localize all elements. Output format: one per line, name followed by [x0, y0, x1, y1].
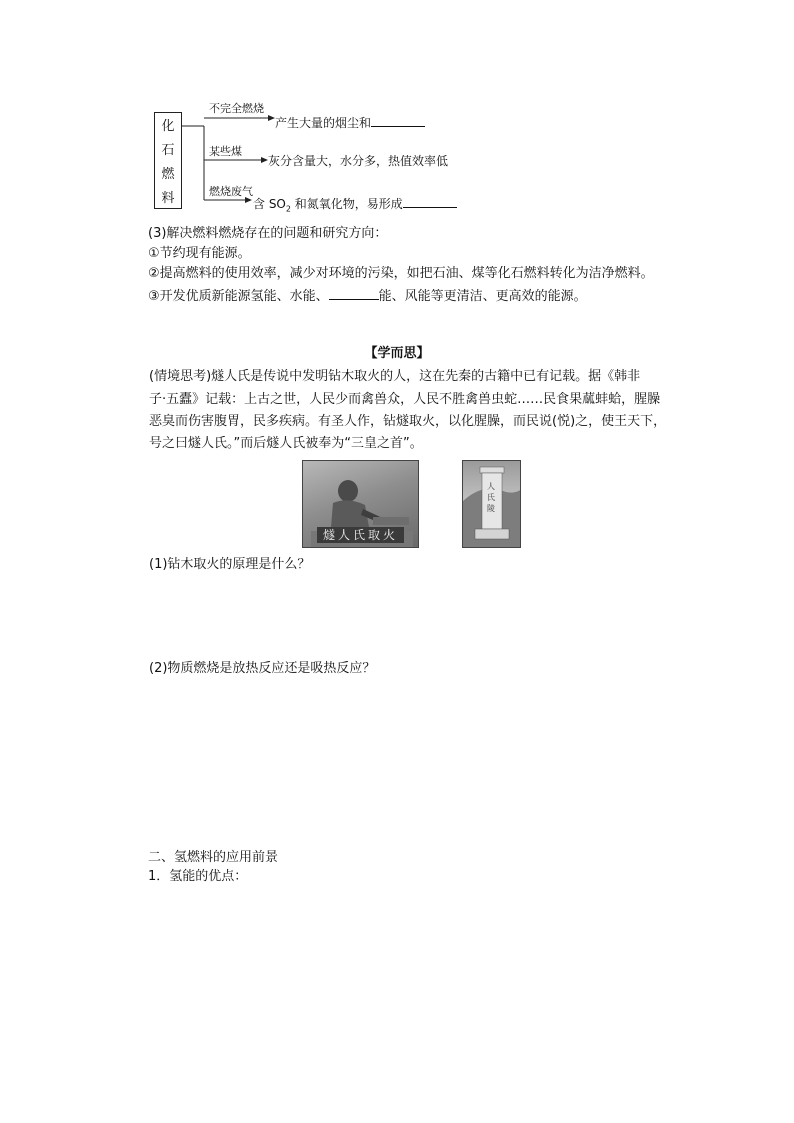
arrow-head [268, 115, 275, 121]
study-paragraph-line: (情境思考)燧人氏是传说中发明钻木取火的人，这在先秦的古籍中已有记载。据《韩非 [149, 369, 641, 384]
subscript: 2 [285, 204, 291, 214]
suiren-fire-image [302, 460, 419, 548]
monument-image [462, 460, 521, 548]
study-paragraph-line: 子·五蠹》记载：上古之世，人民少而禽兽众，人民不胜禽兽虫蛇……民食果蓏蚌蛤，腥臊 [149, 392, 661, 407]
answer-blank[interactable] [329, 286, 379, 300]
section3-heading: (3)解决燃料燃烧存在的问题和研究方向： [148, 226, 388, 241]
item-text: ③开发优质新能源氢能、水能、 [148, 289, 329, 304]
branch-condition: 不完全燃烧 [209, 102, 264, 115]
branch-result: 灰分含量大，水分多，热值效率低 [268, 154, 449, 168]
answer-blank[interactable] [403, 194, 457, 208]
branch-condition: 燃烧废气 [209, 185, 253, 198]
monument-inscription: 人氏陵 [487, 482, 495, 513]
branch-result [275, 113, 425, 131]
box-char: 化 [161, 119, 175, 135]
study-paragraph-line: 号之曰燧人氏。”而后燧人氏被奉为“三皇之首”。 [149, 436, 423, 451]
section-two-item: 1．氢能的优点： [148, 869, 248, 884]
branch-condition: 某些煤 [209, 145, 242, 158]
study-paragraph-line: 恶臭而伤害腹胃，民多疾病。有圣人作，钻燧取火，以化腥臊，而民说(悦)之，使王天下， [149, 414, 667, 429]
box-char: 燃 [161, 166, 175, 182]
box-char: 石 [161, 143, 175, 159]
branch-result-text: 产生大量的烟尘和 [275, 116, 372, 130]
question-1: (1)钻木取火的原理是什么？ [149, 557, 311, 572]
branch-result [253, 194, 457, 217]
section3-item [148, 286, 587, 306]
section3-item: ①节约现有能源。 [148, 246, 251, 261]
branch-result-text: 含 SO [253, 197, 286, 211]
arrow-head [261, 157, 268, 163]
section-two-heading: 二、氢燃料的应用前景 [148, 850, 279, 865]
item-text: 能、风能等更清洁、更高效的能源。 [378, 289, 587, 304]
box-char: 料 [161, 190, 175, 206]
answer-blank[interactable] [371, 113, 425, 127]
question-2: (2)物质燃烧是放热反应还是吸热反应？ [149, 661, 376, 676]
section3-item: ②提高燃料的使用效率，减少对环境的污染，如把石油、煤等化石燃料转化为洁净燃料。 [148, 266, 654, 281]
study-heading: 【学而思】 [364, 346, 430, 361]
branch-result-text: 和氮氧化物，易形成 [290, 197, 403, 211]
image-caption: 燧人氏取火 [317, 527, 404, 543]
